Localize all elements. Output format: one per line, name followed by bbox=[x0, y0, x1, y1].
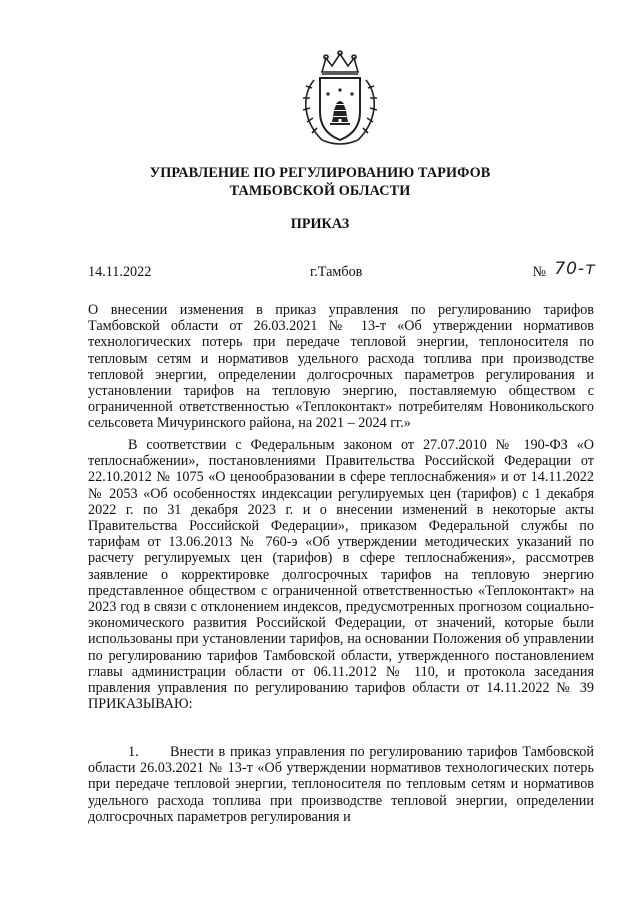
organization-line-1: УПРАВЛЕНИЕ ПО РЕГУЛИРОВАНИЮ ТАРИФОВ bbox=[149, 165, 491, 181]
document-date: 14.11.2022 bbox=[88, 264, 152, 280]
order-item-1 bbox=[88, 744, 594, 825]
preamble-paragraph: В соответствии с Федеральным законом от 27.07.2010 № 190-ФЗ «О теплоснабжении», постановлениями Правительства Российской Федерации от 22.10.2012 № 1075 «О ценообразовании в сфере теплоснабжения» и от 14.11.2022 № 2053 «Об особенностях индексации регулируемых цен (тарифов) с 1 декабря 2022 г. по 31 декабря 2023 г. и о внесении изменений в некоторые акты Правительства Российской Федерации», приказом Федеральной службы по тарифам от 13.06.2013 № 760-э «Об утверждении методических указаний по расчету регулируемых цен (тарифов) в сфере теплоснабжения», рассмотрев заявление о корректировке долгосрочных тарифов на тепловую энергию представленное обществом с ограниченной ответственностью «Теплоконтакт» на 2023 год в связи с отклонением индексов, предусмотренных прогнозом социально-экономического развития Российской Федерации, от значений, которые были использованы при установлении тарифов, на основании Положения об управлении по регулированию тарифов Тамбовской области, утвержденного постановлением главы администрации области от 06.11.2012 № 110, и протокола заседания правления управления по регулированию тарифов области от 14.11.2022 № 39 ПРИКАЗЫВАЮ: bbox=[88, 437, 594, 713]
organization-name bbox=[0, 164, 640, 200]
document-number-handwritten: 70-т bbox=[554, 259, 596, 279]
document-number-label: № bbox=[532, 264, 546, 280]
document-type: ПРИКАЗ bbox=[290, 216, 350, 232]
tambov-coat-of-arms-icon bbox=[292, 50, 388, 150]
document-meta bbox=[88, 259, 596, 283]
document-subject: О внесении изменения в приказ управления по регулированию тарифов Тамбовской области от 26.03.2021 № 13-т «Об утверждении нормативов технологических потерь при передаче тепловой энергии, теплоносителя по тепловым сетям и нормативов удельного расхода топлива при производстве тепловой энергии, определении долгосрочных параметров регулирования и установлении тарифов на тепловую энергию, поставляемую обществом с ограниченной ответственностью «Теплоконтакт» потребителям Новоникольского сельсовета Мичуринского района, на 2021 – 2024 гг.» bbox=[88, 302, 594, 432]
order-item-1-number: 1. bbox=[128, 744, 139, 760]
document-city: г.Тамбов bbox=[310, 264, 363, 280]
organization-line-2: ТАМБОВСКОЙ ОБЛАСТИ bbox=[229, 183, 411, 199]
order-item-1-text: Внести в приказ управления по регулированию тарифов Тамбовской области 26.03.2021 № 13-т «Об утверждении нормативов технологических потерь при передаче тепловой энергии, теплоносителя по тепловым сетям и нормативов удельного расхода топлива при производстве тепловой энергии, определении долгосрочных параметров регулирования и bbox=[88, 744, 594, 825]
